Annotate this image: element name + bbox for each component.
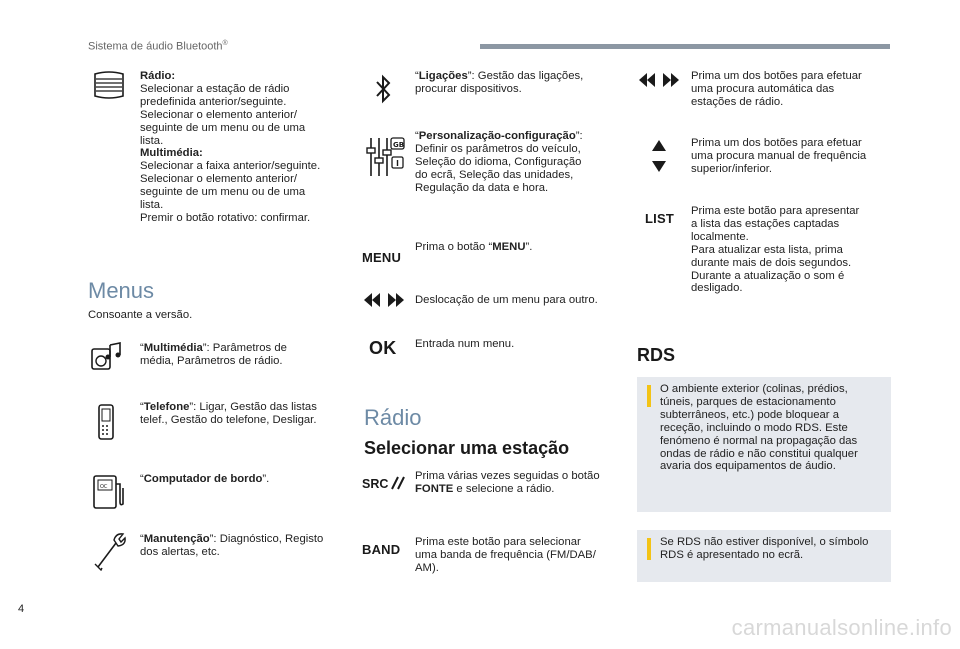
wrench-icon <box>92 531 126 571</box>
running-header: Sistema de áudio Bluetooth® <box>88 40 228 53</box>
ok-button-icon: OK <box>369 338 397 358</box>
radio-multimedia-block: Rádio: Selecionar a estação de rádio predefinida anterior/seguinte. Selecionar o elemento anterior/ seguinte de um menu ou de uma lista. Multimédia: Selecionar a faixa anterior/seguinte. Selecionar o elemento anterior/ seguinte de um menu ou de uma lista. Premir o botão rotativo: confirmar. <box>140 70 321 224</box>
manutencao-desc: “Manutenção”: Diagnóstico, Registo dos alertas, etc. <box>140 533 324 558</box>
menus-title: Menus <box>88 278 155 303</box>
arrows-desc: Deslocação de um menu para outro. <box>415 294 598 306</box>
watermark-url: carmanualsonline.info <box>731 615 952 640</box>
multimedia-desc: “Multimédia”: Parâmetros de média, Parâmetros de rádio. <box>140 342 287 367</box>
menus-intro: Consoante a versão. <box>88 309 193 321</box>
info-marker <box>647 385 651 407</box>
src-desc: Prima várias vezes seguidas o botão FONTE e selecione a rádio. <box>415 470 600 495</box>
info-reception-text: O ambiente exterior (colinas, prédios, túneis, parques de estacionamento subterrâneos, etc.) pode bloquear a receção, incluindo o modo RDS. Este fenómeno é normal na propagação das ondas de rádio e não constitui qualquer avaria dos equipamentos de áudio. <box>660 383 858 473</box>
settings-sliders-icon <box>365 136 405 178</box>
svg-text:OC: OC <box>100 484 108 490</box>
menu-desc: Prima o botão “MENU”. <box>415 241 533 253</box>
up-down-arrows-icon <box>651 139 667 173</box>
personalizacao-desc: “Personalização-configuração”: Definir os parâmetros do veículo, Seleção do idioma, Configuração do ecrã, Seleção das unidades, Regulação da data e hora. <box>415 130 583 194</box>
ligacoes-desc: “Ligações”: Gestão das ligações, procurar dispositivos. <box>415 70 584 95</box>
multimedia-icon <box>90 339 124 373</box>
list-desc: Prima este botão para apresentar a lista das estações captadas localmente. Para atualizar esta lista, prima durante mais de dois segundos. Durante a atualização o som é desligado. <box>691 205 860 295</box>
menu-button-icon: MENU <box>362 250 402 265</box>
bluetooth-icon <box>374 74 392 104</box>
radio-title: Rádio <box>364 405 422 430</box>
left-right-arrows-icon <box>362 292 406 308</box>
ok-desc: Entrada num menu. <box>415 338 515 350</box>
rotary-knob-icon <box>92 70 126 100</box>
phone-icon <box>97 404 115 440</box>
manual-desc: Prima um dos botões para efetuar uma procura manual de frequência superior/inferior. <box>691 137 867 175</box>
source-button-icon: SRC <box>362 476 406 491</box>
info-marker <box>647 538 651 560</box>
header-rule <box>480 44 890 49</box>
svg-text:GB: GB <box>393 141 405 149</box>
trip-computer-icon <box>92 474 126 510</box>
list-button-icon: LIST <box>645 211 674 226</box>
select-station-title: Selecionar uma estação <box>364 438 570 458</box>
telefone-desc: “Telefone”: Ligar, Gestão das listas telef., Gestão do telefone, Desligar. <box>140 401 317 426</box>
seek-desc: Prima um dos botões para efetuar uma procura automática das estações de rádio. <box>691 70 862 108</box>
page-number: 4 <box>18 603 25 615</box>
info-rds-text: Se RDS não estiver disponível, o símbolo RDS é apresentado no ecrã. <box>660 536 869 561</box>
band-button-icon: BAND <box>362 542 401 557</box>
rds-title: RDS <box>637 345 676 365</box>
band-desc: Prima este botão para selecionar uma banda de frequência (FM/DAB/ AM). <box>415 536 596 574</box>
computador-desc: “Computador de bordo”. <box>140 473 270 485</box>
seek-arrows-icon <box>637 72 681 88</box>
